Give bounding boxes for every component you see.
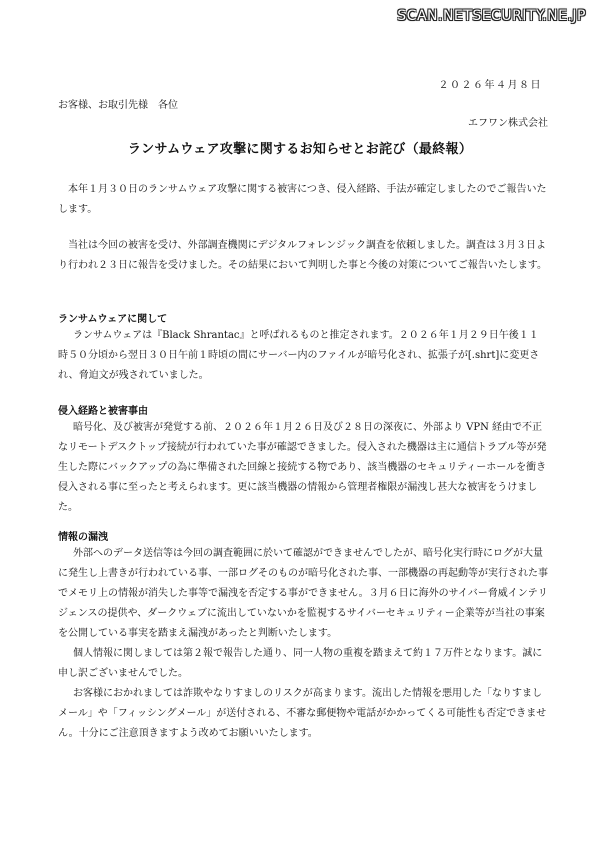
ransomware-paragraph: ランサムウェアは『Black Shrantac』と呼ばれるものと推定されます。２０２６年１月２９日午後１１時５０分頃から翌日３０日午前１時頃の間にサーバー内のファイルが暗号化され、拡張子が[.shrt]に変更され、脅迫文が残されていました。 <box>58 330 540 381</box>
recipients-line: お客様、お取引先様 各位 <box>58 100 178 111</box>
section-heading-intrusion: 侵入経路と被害事由 <box>58 406 148 417</box>
document-title: ランサムウェア攻撃に関するお知らせとお詫び（最終報） <box>127 142 473 157</box>
section-heading-ransomware: ランサムウェアに関して <box>58 314 168 325</box>
personal-info-paragraph: 個人情報に関しましては第２報で報告した通り、同一人物の重複を踏まえて約１７万件となります。誠に申し訳ございませんでした。 <box>58 648 543 679</box>
company-name: エフワン株式会社 <box>468 118 548 129</box>
intro-paragraph: 本年１月３０日のランサムウェア攻撃に関する被害につき、侵入経路、手法が確定しましたのでご報告いたします。 <box>58 184 547 215</box>
section-heading-leak: 情報の漏洩 <box>58 532 108 543</box>
investigation-paragraph: 当社は今回の被害を受け、外部調査機関にデジタルフォレンジック調査を依頼しました。調査は３月３日より行われ２３日に報告を受けました。その結果において判明した事と今後の対策についてご報告いたします。 <box>58 240 547 271</box>
document-date: ２０２６年４月８日 <box>438 80 542 91</box>
intrusion-paragraph: 暗号化、及び被害が発覚する前、２０２６年１月２６日及び２８日の深夜に、外部より VPN 経由で不正なリモートデスクトップ接続が行われていた事が確認できました。侵入された機器は主に通信トラブル等が発生した際にバックアップの為に準備された回線と接続する物であり、該当機器のセキュリティーホールを衝き侵入される事に至ったと考えられます。更に該当機器の情報から管理者権限が漏洩し甚大な被害をうけました。 <box>58 422 547 513</box>
leak-paragraph: 外部へのデータ送信等は今回の調査範囲に於いて確認ができませんでしたが、暗号化実行時にログが大量に発生し上書きが行われている事、一部ログそのものが暗号化された事、一部機器の再起動等が実行された事でメモリ上の情報が消失した事等で漏洩を否定する事ができません。３月６日に海外のサイバー脅威インテリジェンスの提供や、ダークウェブに流出していないかを監視するサイバーセキュリティー企業等が当社の事案を公開している事実を踏まえ漏洩があったと判断いたします。 <box>58 548 548 639</box>
caution-paragraph: お客様におかれましては詐欺やなりすましのリスクが高まります。流出した情報を悪用した「なりすましメール」や「フィッシングメール」が送付される、不審な郵便物や電話がかかってくる可能性も否定できません。十分にご注意頂きますよう改めてお願いいたします。 <box>58 688 547 739</box>
source-watermark: SCAN.NETSECURITY.NE.JP <box>397 8 586 24</box>
